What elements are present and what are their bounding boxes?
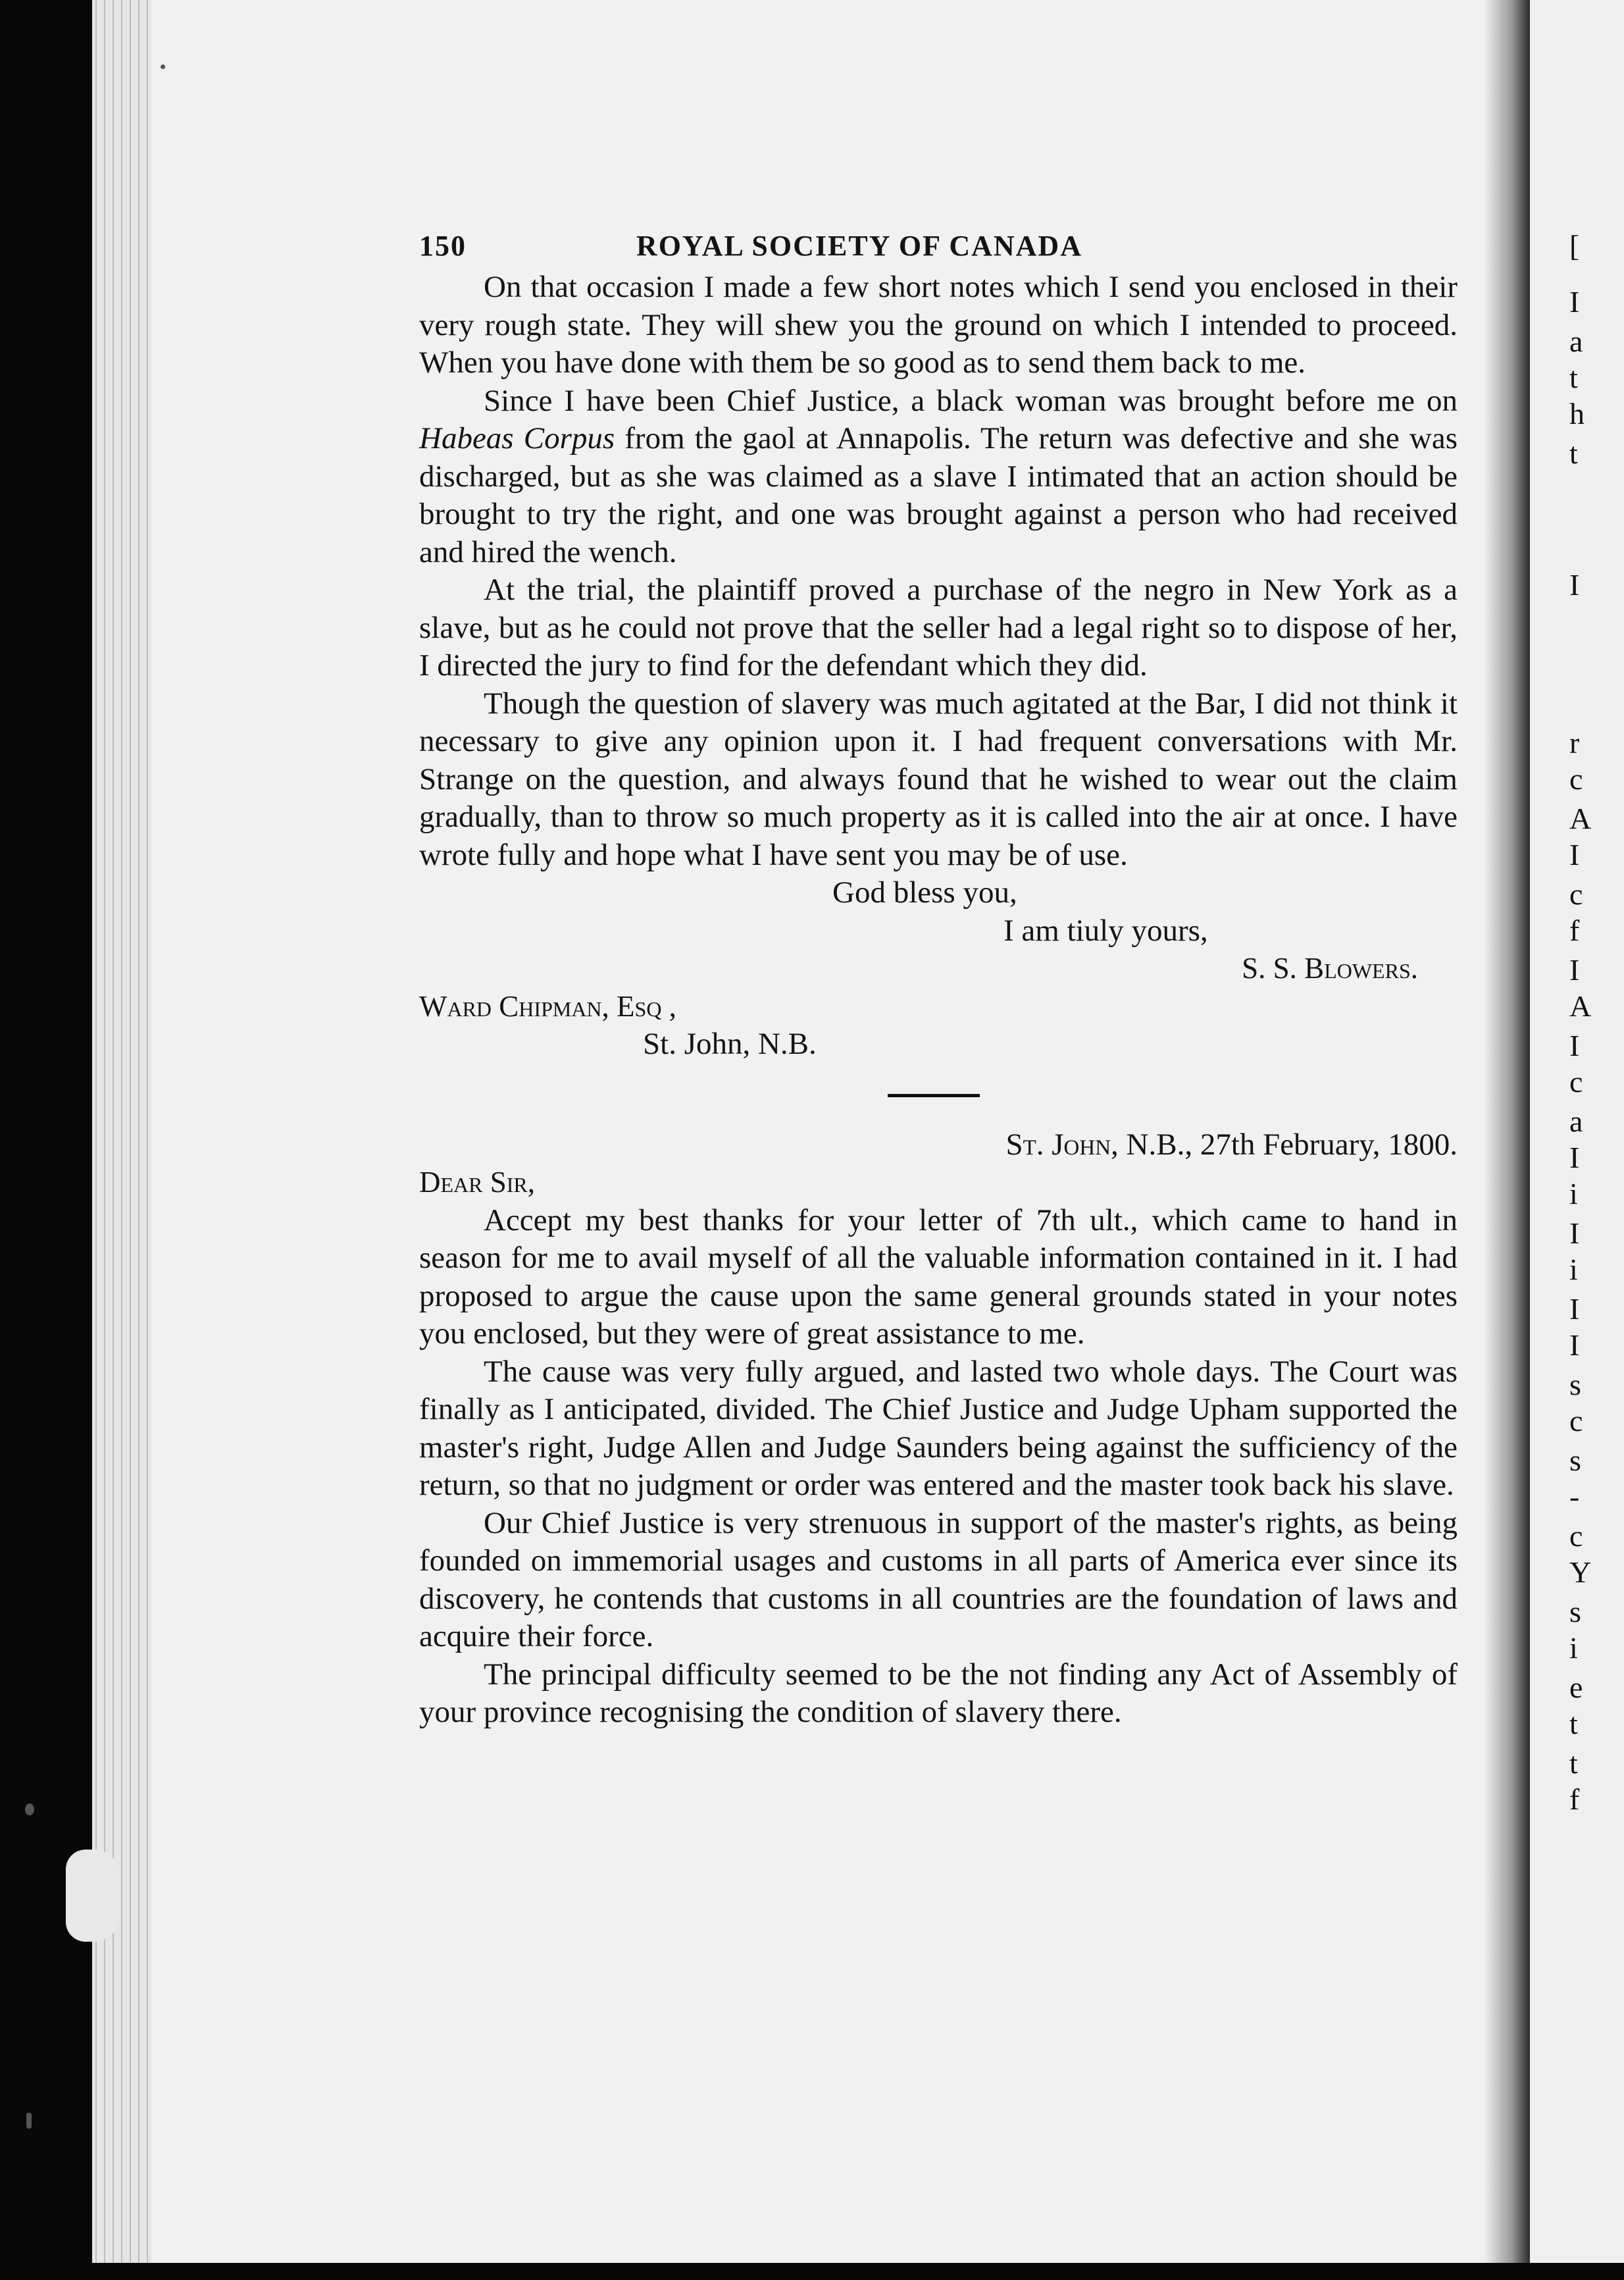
section-divider <box>888 1094 980 1097</box>
paragraph: Though the question of slavery was much agitated at the Bar, I did not think it necessary to give any opinion upon it. I had frequent conversations with Mr. Strange on the question, and always found that he wished to wear out the claim gradually, than to throw so much property as it is called into the air at once. I have wrote fully and hope what I have sent you may be of use. <box>419 686 1458 872</box>
running-header <box>419 222 1458 269</box>
facing-page-fragment: e <box>1569 1671 1583 1704</box>
facing-page-fragment: i <box>1569 1177 1578 1210</box>
speck <box>25 1803 34 1815</box>
speck <box>26 2113 32 2129</box>
facing-page-fragment: Y <box>1569 1555 1592 1589</box>
facing-page-fragment: t <box>1569 436 1578 470</box>
facing-page-fragment: a <box>1569 324 1583 358</box>
facing-page-fragment: s <box>1569 1595 1581 1628</box>
facing-page-fragment: c <box>1569 877 1583 911</box>
facing-page-fragment: I <box>1569 285 1580 319</box>
facing-page-fragment: s <box>1569 1368 1581 1401</box>
page-text <box>419 222 1458 1732</box>
facing-page-fragment: f <box>1569 1782 1580 1816</box>
facing-page-fragment: - <box>1569 1480 1580 1513</box>
paragraph-text: from the gaol at Annapolis. The return was defective and she was discharged, but as she was claimed as a slave I intimated that an action should be brought to try the right, and one was brought against a person who had received and hired the wench. <box>419 421 1458 569</box>
facing-page-fragment: t <box>1569 361 1578 394</box>
facing-page-fragment: I <box>1569 1029 1580 1062</box>
dateline-place: St. John <box>1005 1127 1111 1162</box>
signature: S. S. Blowers. <box>1242 952 1418 985</box>
page-number: 150 <box>419 229 467 262</box>
facing-page-fragment: A <box>1569 802 1592 835</box>
closing-line: God bless you, <box>832 875 1017 910</box>
facing-page-fragment: I <box>1569 953 1580 987</box>
facing-page-fragment: c <box>1569 762 1583 796</box>
binding-shadow <box>1484 0 1530 2280</box>
paragraph: The cause was very fully argued, and lasted two whole days. The Court was finally as I anticipated, divided. The Chief Justice and Judge Upham supported the master's right, Judge Allen and Judge Saunders being against the sufficiency of the return, so that no judgment or order was entered and the master took back his slave. <box>419 1354 1458 1502</box>
paragraph-text: Since I have been Chief Justice, a black woman was brought before me on <box>484 383 1458 418</box>
facing-page-fragment: a <box>1569 1104 1583 1138</box>
speck <box>161 65 165 69</box>
facing-page-fragment: f <box>1569 914 1580 947</box>
facing-page-fragment: I <box>1569 1141 1580 1174</box>
facing-page-fragment: r <box>1569 726 1580 760</box>
closing-line: I am tiuly yours, <box>1003 913 1208 948</box>
dateline-date: , N.B., 27th February, 1800. <box>1111 1127 1458 1162</box>
facing-page-fragment: s <box>1569 1443 1581 1477</box>
paragraph <box>419 382 1458 572</box>
facing-page-fragment: c <box>1569 1519 1583 1553</box>
paragraph: The principal difficulty seemed to be the not finding any Act of Assembly of your province recognising the condition of slavery there. <box>419 1657 1458 1729</box>
paragraph: At the trial, the plaintiff proved a purchase of the negro in New York as a slave, but as he could not prove that the seller had a legal right so to dispose of her, I directed the jury to find for the defendant which they did. <box>419 573 1458 683</box>
salutation: Dear Sir, <box>419 1166 536 1199</box>
addressee-place: St. John, N.B. <box>643 1027 817 1061</box>
facing-page-fragment: t <box>1569 1746 1578 1780</box>
facing-page-fragment: [ <box>1569 229 1580 263</box>
facing-page-fragment: c <box>1569 1404 1583 1438</box>
running-title: ROYAL SOCIETY OF CANADA <box>636 229 1082 262</box>
dateline <box>419 1126 1458 1164</box>
paper-tab <box>66 1850 120 1942</box>
facing-page <box>1530 0 1624 2280</box>
facing-page-fragment: i <box>1569 1253 1578 1286</box>
paragraph: Our Chief Justice is very strenuous in support of the master's rights, as being founded on immemorial usages and customs in all parts of America ever since its discovery, he contends that customs in all countries are the foundation of laws and acquire their force. <box>419 1505 1458 1653</box>
paragraph: Accept my best thanks for your letter of 7th ult., which came to hand in season for me to avail myself of all the valuable information contained in it. I had proposed to argue the cause upon the same general grounds stated in your notes you enclosed, but they were of great assistance to me. <box>419 1203 1458 1351</box>
facing-page-fragment: I <box>1569 1292 1580 1326</box>
facing-page-fragment: I <box>1569 1216 1580 1250</box>
facing-page-fragment: I <box>1569 568 1580 602</box>
italic-term: Habeas Corpus <box>419 421 615 455</box>
facing-page-fragment: i <box>1569 1631 1578 1665</box>
bottom-border <box>0 2263 1624 2280</box>
facing-page-fragment: I <box>1569 838 1580 871</box>
facing-page-fragment: c <box>1569 1065 1583 1099</box>
facing-page-fragment: h <box>1569 397 1585 430</box>
facing-page-fragment: A <box>1569 989 1592 1023</box>
facing-page-fragment: I <box>1569 1328 1580 1362</box>
paragraph: On that occasion I made a few short notes which I send you enclosed in their very rough state. They will shew you the ground on which I intended to proceed. When you have done with them be so good as to send them back to me. <box>419 270 1458 380</box>
facing-page-fragment: t <box>1569 1707 1578 1740</box>
addressee-name: Ward Chipman, Esq , <box>419 989 676 1023</box>
